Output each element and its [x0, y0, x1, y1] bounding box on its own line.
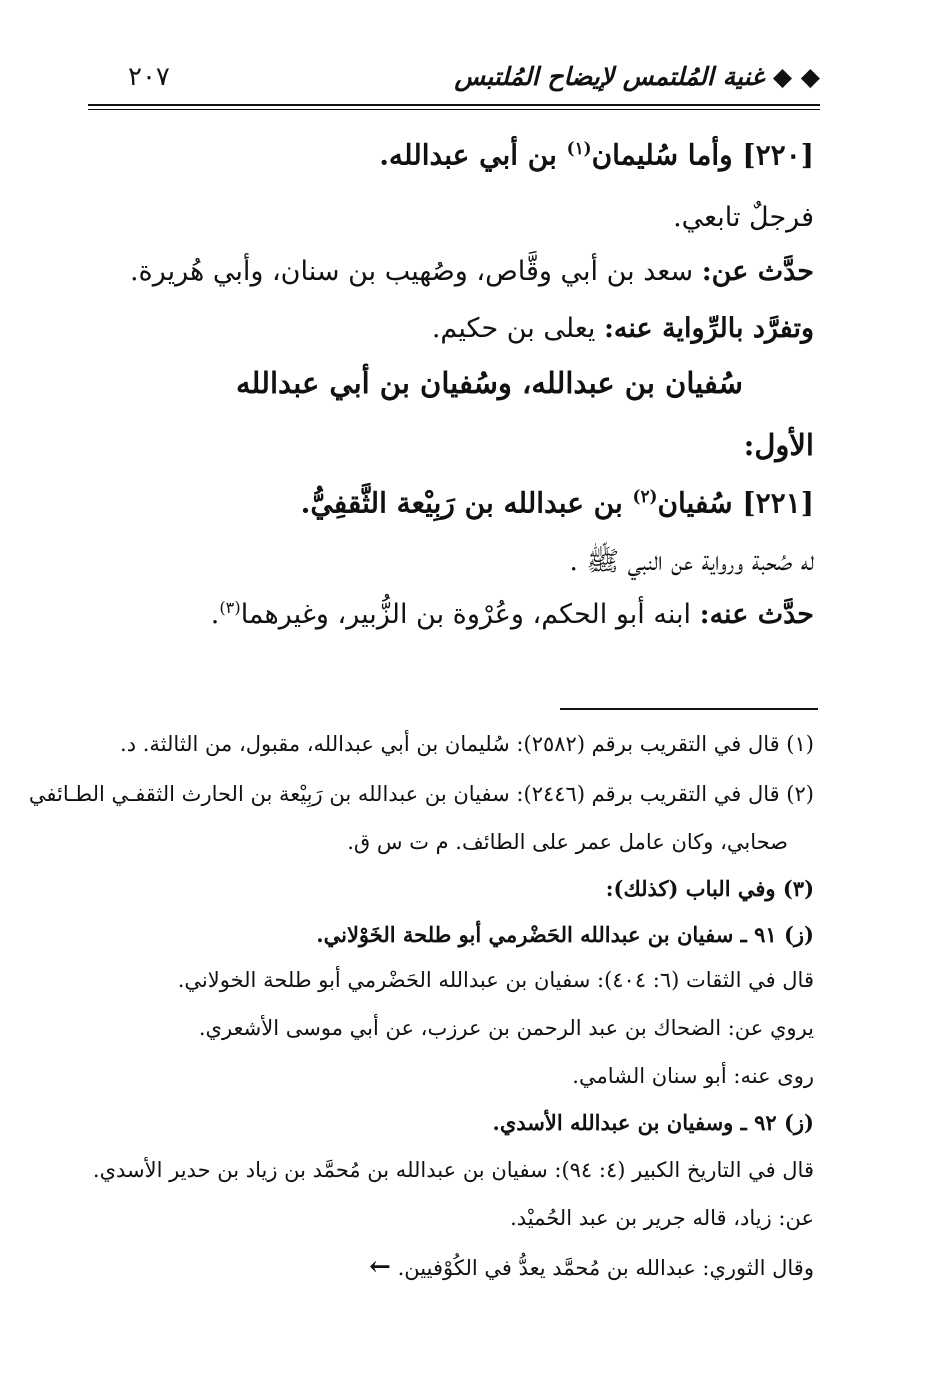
z92-line-1: قال في التاريخ الكبير (٤: ٩٤): سفيان بن عبدالله بن مُحمَّد بن زياد بن حدير الأسدي.: [92, 1158, 814, 1182]
suhba-line: له صُحبة ورواية عن النبي ﷺ .: [569, 546, 814, 577]
z91-line-3: روى عنه: أبو سنان الشامي.: [572, 1064, 814, 1088]
footnote-ref: (٢): [632, 486, 658, 506]
z92-line-3-text: وقال الثوري: عبدالله بن مُحمَّد يعدُّ في الكُوْفيين.: [397, 1256, 814, 1280]
first-heading: الأول:: [743, 428, 814, 462]
label: وتفرَّد بالرِّواية عنه:: [603, 313, 814, 344]
z92-line-2: عن: زياد، قاله جرير بن عبد الحُميْد.: [510, 1206, 814, 1230]
haddath-anhu-line: حدَّث عنه: ابنه أبو الحكم، وعُرْوة بن الزُّبير، وغيرهما$^{(٣)}$.: [210, 598, 814, 630]
entry-title: وأما سُليمان: [591, 138, 733, 172]
text: يعلى بن حكيم.: [431, 313, 596, 344]
entry-220-heading: [379, 138, 814, 171]
entry-number: [٢٢١]: [742, 486, 814, 520]
text: ابنه أبو الحكم، وعُرْوة بن الزُّبير، وغيرهما: [240, 599, 692, 630]
entry-title-rest: بن أبي عبدالله.: [379, 138, 557, 172]
text: سعد بن أبي وقَّاص، وصُهيب بن سنان، وأبي هُريرة.: [129, 256, 694, 287]
footnote-2-line-1: (٢) قال في التقريب برقم (٢٤٤٦): سفيان بن عبدالله بن رَبِيْعة بن الحارث الثقفـي الطـائفي: [28, 782, 814, 806]
z91-line-1: قال في الثقات (٦: ٤٠٤): سفيان بن عبدالله الحَضْرمي أبو طلحة الخولاني.: [177, 968, 814, 992]
continue-arrow-icon: ←: [369, 1252, 391, 1282]
z91-heading: (ز) ٩١ ـ سفيان بن عبدالله الحَضْرمي أبو طلحة الخَوْلاني.: [316, 922, 814, 947]
z92-line-3: [369, 1252, 814, 1282]
footnote-separator: [560, 708, 818, 710]
page-number: ٢٠٧: [128, 62, 170, 92]
tafarrad-line: [432, 313, 814, 344]
entry-number: [٢٢٠]: [742, 138, 814, 172]
z91-line-2: يروي عن: الضحاك بن عبد الرحمن بن عرزب، عن أبي موسى الأشعري.: [198, 1016, 814, 1040]
header-rule-top: [88, 104, 820, 106]
entry-221-heading: [301, 486, 814, 519]
footnote-1: (١) قال في التقريب برقم (٢٥٨٢): سُليمان بن أبي عبدالله، مقبول، من الثالثة. د.: [120, 732, 814, 756]
entry-title-rest: بن عبدالله بن رَبِيْعة الثَّقفِيُّ.: [300, 486, 623, 520]
haddath-an-line: [130, 256, 814, 287]
footnote-ref: (٣): [219, 598, 241, 617]
running-title: ◆ ◆ غنية المُلتمس لإيضاح المُلتبس: [454, 62, 820, 91]
footnote-ref: (١): [566, 138, 592, 158]
footnote-2-line-2: صحابي، وكان عامل عمر على الطائف. م ت س ق.: [347, 830, 788, 854]
header-rule-bottom: [88, 109, 820, 110]
label: حدَّث عنه:: [699, 599, 814, 630]
footnote-3-heading: (٣) وفي الباب (كذلك):: [605, 876, 814, 901]
label: حدَّث عن:: [701, 256, 814, 287]
line-tabii: فرجلٌ تابعي.: [673, 202, 814, 233]
section-heading: سُفيان بن عبدالله، وسُفيان بن أبي عبدالله: [236, 366, 743, 400]
entry-title: سُفيان: [657, 486, 733, 520]
z92-heading: (ز) ٩٢ ـ وسفيان بن عبدالله الأسدي.: [492, 1110, 814, 1135]
